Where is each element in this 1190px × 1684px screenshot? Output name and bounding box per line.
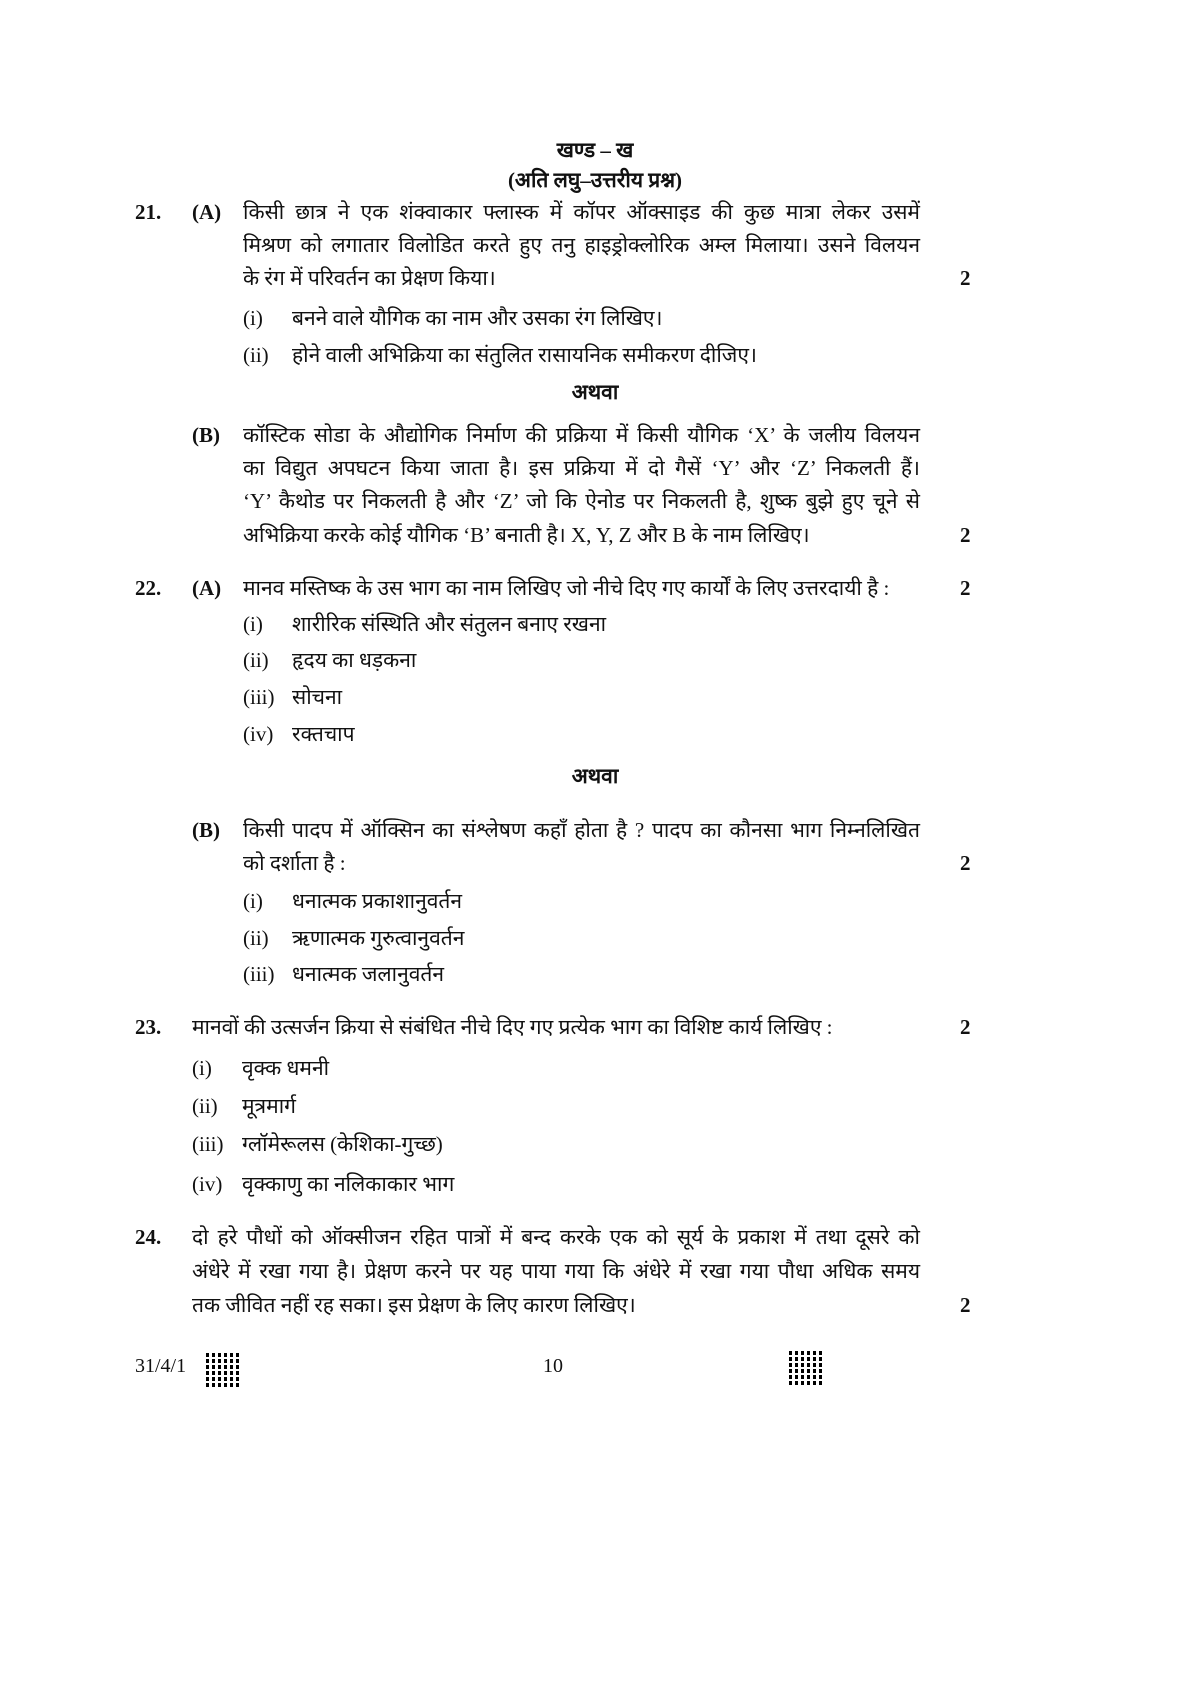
sub-label: (ii) [243, 926, 269, 950]
sub-label: (ii) [192, 1094, 218, 1118]
question-text: मानवों की उत्सर्जन क्रिया से संबंधित नीचे दिए गए प्रत्येक भाग का विशिष्ट कार्य लिखिए : [192, 1015, 833, 1039]
option-label: (B) [192, 423, 220, 447]
sub-text: धनात्मक प्रकाशानुवर्तन [292, 889, 463, 913]
sub-label: (i) [192, 1056, 212, 1080]
or-label: अथवा [571, 380, 619, 404]
sub-label: (iii) [243, 962, 275, 986]
question-text: के रंग में परिवर्तन का प्रेक्षण किया। [243, 266, 496, 290]
sub-label: (iv) [243, 722, 274, 746]
sub-label: (iv) [192, 1172, 223, 1196]
marks: 2 [960, 851, 971, 875]
question-text: मानव मस्तिष्क के उस भाग का नाम लिखिए जो नीचे दिए गए कार्यों के लिए उत्तरदायी है : [243, 576, 890, 600]
sub-text: ऋणात्मक गुरुत्वानुवर्तन [292, 926, 465, 950]
question-text: तक जीवित नहीं रह सका। इस प्रेक्षण के लिए कारण लिखिए। [192, 1293, 636, 1317]
page-number: 10 [543, 1355, 563, 1377]
sub-label: (i) [243, 612, 263, 636]
sub-label: (iii) [192, 1132, 224, 1156]
sub-label: (ii) [243, 343, 269, 367]
qr-code-icon [789, 1351, 823, 1385]
sub-label: (i) [243, 306, 263, 330]
question-text: अभिक्रिया करके कोई यौगिक ‘B’ बनाती है। X, Y, Z और B के नाम लिखिए। [243, 523, 810, 547]
sub-text: हृदय का धड़कना [292, 648, 417, 672]
question-text: दो हरे पौधों को ऑक्सीजन रहित पात्रों में बन्द करके एक को सूर्य के प्रकाश में तथा दूसरे को [192, 1225, 920, 1249]
option-label: (A) [192, 200, 222, 224]
sub-text: ग्लॉमेरूलस (केशिका-गुच्छ) [242, 1132, 443, 1156]
question-text: मिश्रण को लगातार विलोडित करते हुए तनु हाइड्रोक्लोरिक अम्ल मिलाया। उसने विलयन [243, 233, 920, 257]
sub-text: वृक्काणु का नलिकाकार भाग [242, 1172, 455, 1196]
sub-text: धनात्मक जलानुवर्तन [292, 962, 445, 986]
sub-text: शारीरिक संस्थिति और संतुलन बनाए रखना [292, 612, 607, 636]
qr-code-icon [206, 1353, 240, 1387]
question-text: का विद्युत अपघटन किया जाता है। इस प्रक्रिया में दो गैसें ‘Y’ और ‘Z’ निकलती हैं। [243, 456, 920, 480]
question-text: ‘Y’ कैथोड पर निकलती है और ‘Z’ जो कि ऐनोड पर निकलती है, शुष्क बुझे हुए चूने से [243, 489, 920, 513]
marks: 2 [960, 576, 971, 600]
sub-label: (iii) [243, 685, 275, 709]
question-text: किसी छात्र ने एक शंक्वाकार फ्लास्क में कॉपर ऑक्साइड की कुछ मात्रा लेकर उसमें [243, 200, 920, 224]
sub-text: रक्तचाप [292, 722, 355, 746]
section-subtitle: (अति लघु–उत्तरीय प्रश्न) [507, 168, 683, 192]
marks: 2 [960, 266, 971, 290]
question-number: 24. [135, 1225, 162, 1249]
marks: 2 [960, 523, 971, 547]
marks: 2 [960, 1293, 971, 1317]
or-label: अथवा [571, 764, 619, 788]
paper-code: 31/4/1 [135, 1355, 187, 1377]
question-number: 22. [135, 576, 162, 600]
sub-text: बनने वाले यौगिक का नाम और उसका रंग लिखिए। [292, 306, 663, 330]
question-number: 23. [135, 1015, 162, 1039]
sub-label: (i) [243, 889, 263, 913]
question-text: किसी पादप में ऑक्सिन का संश्लेषण कहाँ होता है ? पादप का कौनसा भाग निम्नलिखित [243, 818, 920, 842]
question-text: को दर्शाता है : [243, 851, 346, 875]
sub-text: मूत्रमार्ग [242, 1094, 296, 1118]
sub-text: होने वाली अभिक्रिया का संतुलित रासायनिक समीकरण दीजिए। [292, 343, 757, 367]
question-text: अंधेरे में रखा गया है। प्रेक्षण करने पर यह पाया गया कि अंधेरे में रखा गया पौधा अधिक समय [192, 1259, 920, 1283]
sub-text: वृक्क धमनी [242, 1056, 330, 1080]
marks: 2 [960, 1015, 971, 1039]
sub-label: (ii) [243, 648, 269, 672]
section-title: खण्ड – ख [556, 138, 634, 162]
option-label: (B) [192, 818, 220, 842]
question-number: 21. [135, 200, 162, 224]
option-label: (A) [192, 576, 222, 600]
sub-text: सोचना [292, 685, 343, 709]
question-text: कॉस्टिक सोडा के औद्योगिक निर्माण की प्रक्रिया में किसी यौगिक ‘X’ के जलीय विलयन [243, 423, 920, 447]
